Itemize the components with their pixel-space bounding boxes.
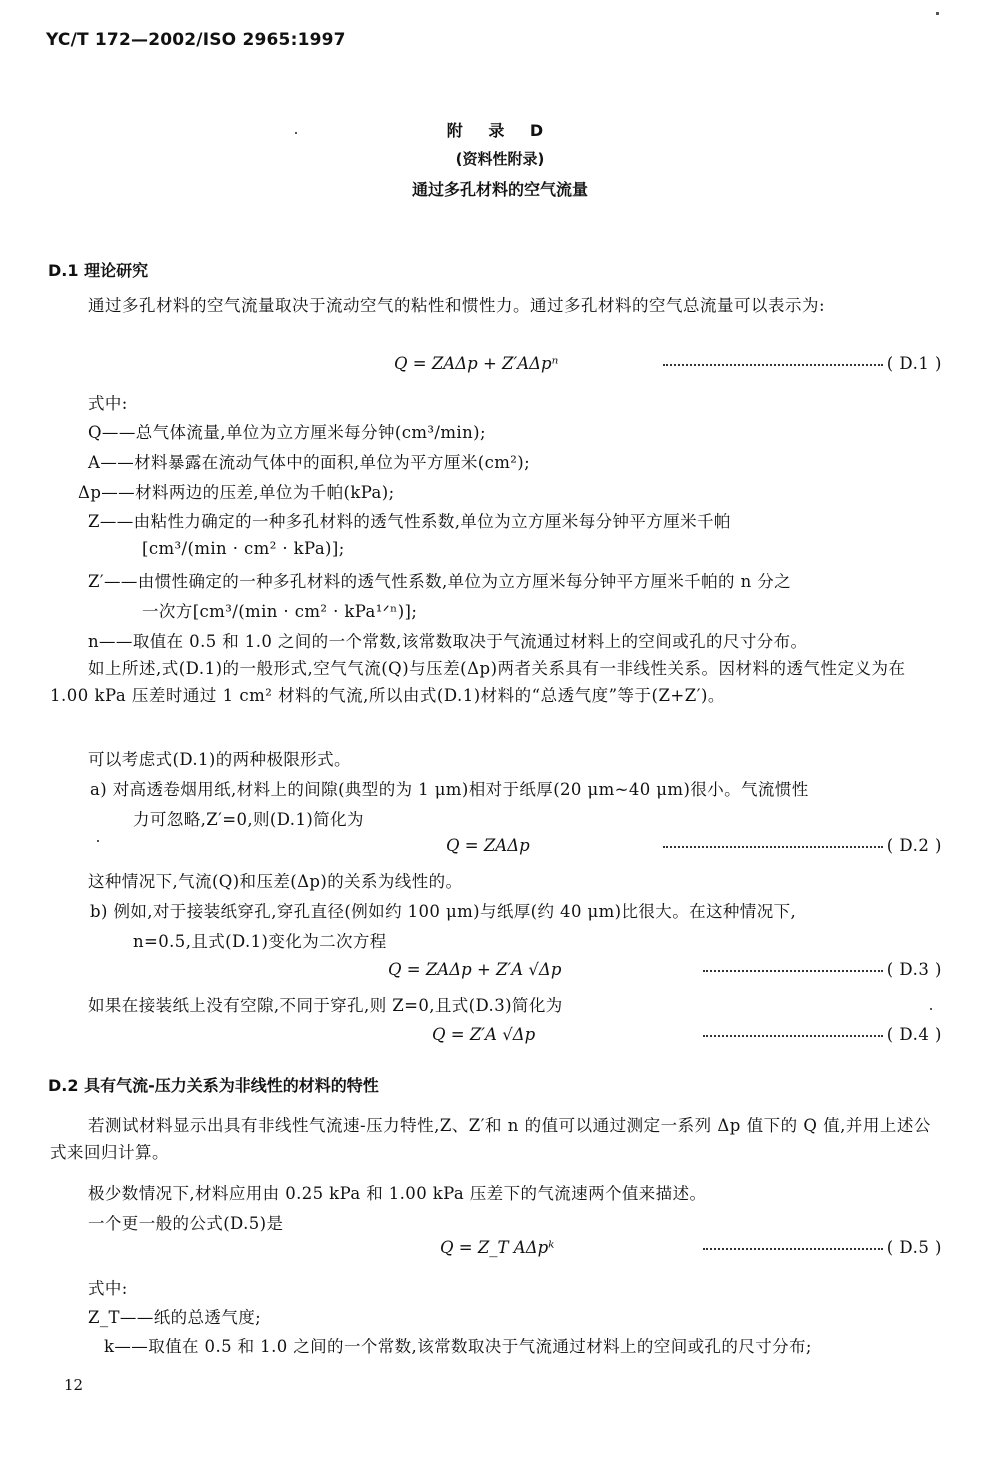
equation-row-d3 [0, 960, 1000, 984]
paragraph-limit-forms: 可以考虑式(D.1)的两种极限形式。 [88, 750, 351, 769]
equation-d3: Q = ZAΔp + Z′A √Δp [388, 960, 562, 979]
definition-q: Q——总气体流量,单位为立方厘米每分钟(cm³/min); [88, 423, 486, 442]
equation-d5: Q = Z_T AΔpᵏ [440, 1238, 555, 1257]
definition-zt: Z_T——纸的总透气度; [88, 1308, 262, 1327]
scan-speck [295, 132, 297, 134]
appendix-title: 通过多孔材料的空气流量 [411, 180, 588, 199]
paragraph-intro: 通过多孔材料的空气流量取决于流动空气的粘性和惯性力。通过多孔材料的空气总流量可以表示为: [88, 296, 826, 315]
list-item-a-line1: a) 对高透卷烟用纸,材料上的间隙(典型的为 1 μm)相对于纸厚(20 μm~40 μm)很小。气流惯性 [90, 780, 809, 799]
paragraph-general-formula: 一个更一般的公式(D.5)是 [88, 1214, 284, 1233]
paragraph-nonlinear: 若测试材料显示出具有非线性气流速-压力特性,Z、Z′和 n 的值可以通过测定一系列 Δp 值下的 Q 值,并用上述公式来回归计算。 [50, 1116, 931, 1162]
equation-number-d5: ( D.5 ) [886, 1238, 942, 1257]
where-label: 式中: [88, 394, 128, 413]
list-item-a-line2: 力可忽略,Z′=0,则(D.1)简化为 [133, 810, 364, 829]
standard-code: YC/T 172—2002/ISO 2965:1997 [46, 30, 346, 50]
definition-dp: Δp——材料两边的压差,单位为千帕(kPa); [78, 483, 395, 502]
paragraph-general-form: 如上所述,式(D.1)的一般形式,空气气流(Q)与压差(Δp)两者关系具有一非线性关系。因材料的透气性定义为在 1.00 kPa 压差时通过 1 cm² 材料的气流,所以由式(D.1)材料的“总透气度”等于(Z+Z′)。 [50, 659, 906, 705]
paragraph-no-gap: 如果在接装纸上没有空隙,不同于穿孔,则 Z=0,且式(D.3)简化为 [88, 996, 563, 1015]
definition-a: A——材料暴露在流动气体中的面积,单位为平方厘米(cm²); [88, 453, 531, 472]
equation-d1: Q = ZAΔp + Z′AΔpⁿ [394, 354, 559, 373]
equation-number-d4: ( D.4 ) [886, 1025, 942, 1044]
appendix-type: (资料性附录) [455, 150, 545, 168]
list-item-b-line2: n=0.5,且式(D.1)变化为二次方程 [133, 932, 387, 951]
definition-z-prime: Z′——由惯性确定的一种多孔材料的透气性系数,单位为立方厘米每分钟平方厘米千帕的 n 分之 [88, 572, 792, 591]
equation-row-d2 [0, 836, 1000, 860]
equation-row-d5 [0, 1238, 1000, 1262]
equation-number-d3: ( D.3 ) [886, 960, 942, 979]
section-heading-d2: D.2 具有气流-压力关系为非线性的材料的特性 [48, 1076, 379, 1095]
definition-z-units: [cm³/(min · cm² · kPa)]; [142, 539, 345, 558]
equation-row-d4 [0, 1025, 1000, 1049]
where-label-d2: 式中: [88, 1279, 128, 1298]
definition-k: k——取值在 0.5 和 1.0 之间的一个常数,该常数取决于气流通过材料上的空间或孔的尺寸分布; [104, 1337, 812, 1356]
section-heading-d1: D.1 理论研究 [48, 261, 149, 280]
equation-d2: Q = ZAΔp [446, 836, 530, 855]
equation-number-d1: ( D.1 ) [886, 354, 942, 373]
equation-d4: Q = Z′A √Δp [432, 1025, 536, 1044]
definition-n: n——取值在 0.5 和 1.0 之间的一个常数,该常数取决于气流通过材料上的空间或孔的尺寸分布。 [88, 632, 808, 651]
paragraph-two-values: 极少数情况下,材料应用由 0.25 kPa 和 1.00 kPa 压差下的气流速两个值来描述。 [88, 1184, 707, 1203]
definition-z: Z——由粘性力确定的一种多孔材料的透气性系数,单位为立方厘米每分钟平方厘米千帕 [88, 512, 731, 531]
equation-number-d2: ( D.2 ) [886, 836, 942, 855]
scan-speck [930, 1008, 932, 1010]
equation-row-d1 [0, 354, 1000, 378]
scan-speck [936, 12, 939, 15]
list-item-b-line1: b) 例如,对于接装纸穿孔,穿孔直径(例如约 100 μm)与纸厚(约 40 μm)比很大。在这种情况下, [90, 902, 797, 921]
appendix-label: 附 录 D [446, 121, 554, 140]
paragraph-linear: 这种情况下,气流(Q)和压差(Δp)的关系为线性的。 [88, 872, 463, 891]
scan-speck [97, 840, 99, 842]
definition-z-prime-units: 一次方[cm³/(min · cm² · kPa¹ᐟⁿ)]; [142, 602, 418, 621]
page-number: 12 [64, 1376, 84, 1394]
